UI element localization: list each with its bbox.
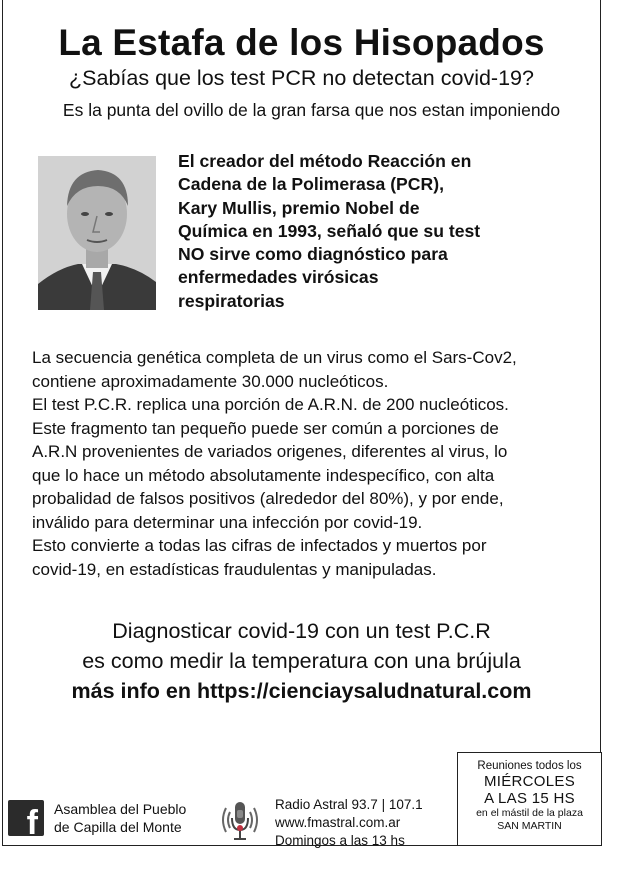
microphone-icon (218, 798, 262, 842)
body-line: El test P.C.R. replica una porción de A.R.N. de 200 nucleóticos. (32, 395, 509, 414)
facebook-icon[interactable] (8, 800, 44, 842)
meeting-box (457, 752, 602, 846)
lead-paragraph (178, 150, 548, 313)
body-line: A.R.N provenientes de variados origenes, diferentes al virus, lo (32, 442, 508, 461)
radio-info (275, 796, 423, 850)
lead-line: El creador del método Reacción en (178, 151, 472, 171)
body-paragraph (32, 346, 602, 581)
meeting-line-1: Reuniones todos los (477, 760, 582, 772)
subtitle: ¿Sabías que los test PCR no detectan covid-19? (69, 66, 534, 90)
lead-line: respiratorias (178, 290, 285, 311)
meeting-day: MIÉRCOLES (483, 773, 576, 790)
radio-schedule: Domingos a las 13 hs (275, 833, 405, 848)
page-title: La Estafa de los Hisopados (58, 22, 545, 63)
lead-line: Kary Mullis, premio Nobel de (178, 197, 420, 218)
body-line: Este fragmento tan pequeño puede ser común a porciones de (32, 418, 499, 438)
body-line: que lo hace un método absolutamente indespecífico, con alta (32, 465, 495, 485)
cta-line-1: Diagnosticar covid-19 con un test P.C.R (112, 619, 491, 643)
lead-line: Química en 1993, señaló que su test (178, 220, 481, 241)
org-line-2: de Capilla del Monte (54, 819, 182, 835)
body-line: contiene aproximadamente 30.000 nucleóticos. (32, 371, 389, 391)
body-line: probalidad de falsos positivos (alrededor del 80%), y por ende, (32, 489, 504, 508)
meeting-place: en el mástil de la plaza (476, 807, 583, 819)
cta-line-2: es como medir la temperatura con una brújula (82, 649, 521, 673)
meeting-time: A LAS 15 HS (484, 789, 575, 807)
meeting-plaza: SAN MARTIN (497, 820, 562, 832)
facebook-glyph: f (26, 804, 38, 842)
website-link[interactable]: más info en https://cienciaysaludnatural.com (71, 679, 532, 703)
call-to-action (0, 616, 603, 706)
radio-station: Radio Astral 93.7 | 107.1 (275, 797, 423, 812)
tagline: Es la punta del ovillo de la gran farsa que nos estan imponiendo (62, 100, 561, 120)
body-line: Esto convierte a todas las cifras de infectados y muertos por (32, 536, 487, 555)
organization-name (54, 800, 186, 836)
lead-line: enfermedades virósicas (178, 267, 379, 288)
body-line: inválido para determinar una infección por covid-19. (32, 512, 423, 532)
body-line: covid-19, en estadísticas fraudulentas y manipuladas. (32, 559, 437, 579)
radio-website[interactable]: www.fmastral.com.ar (275, 815, 401, 830)
lead-line: NO sirve como diagnóstico para (178, 244, 448, 265)
lead-line: Cadena de la Polimerasa (PCR), (178, 174, 444, 195)
body-line: La secuencia genética completa de un virus como el Sars-Cov2, (32, 348, 517, 367)
portrait-photo (38, 156, 156, 310)
org-line-1: Asamblea del Pueblo (54, 801, 187, 817)
